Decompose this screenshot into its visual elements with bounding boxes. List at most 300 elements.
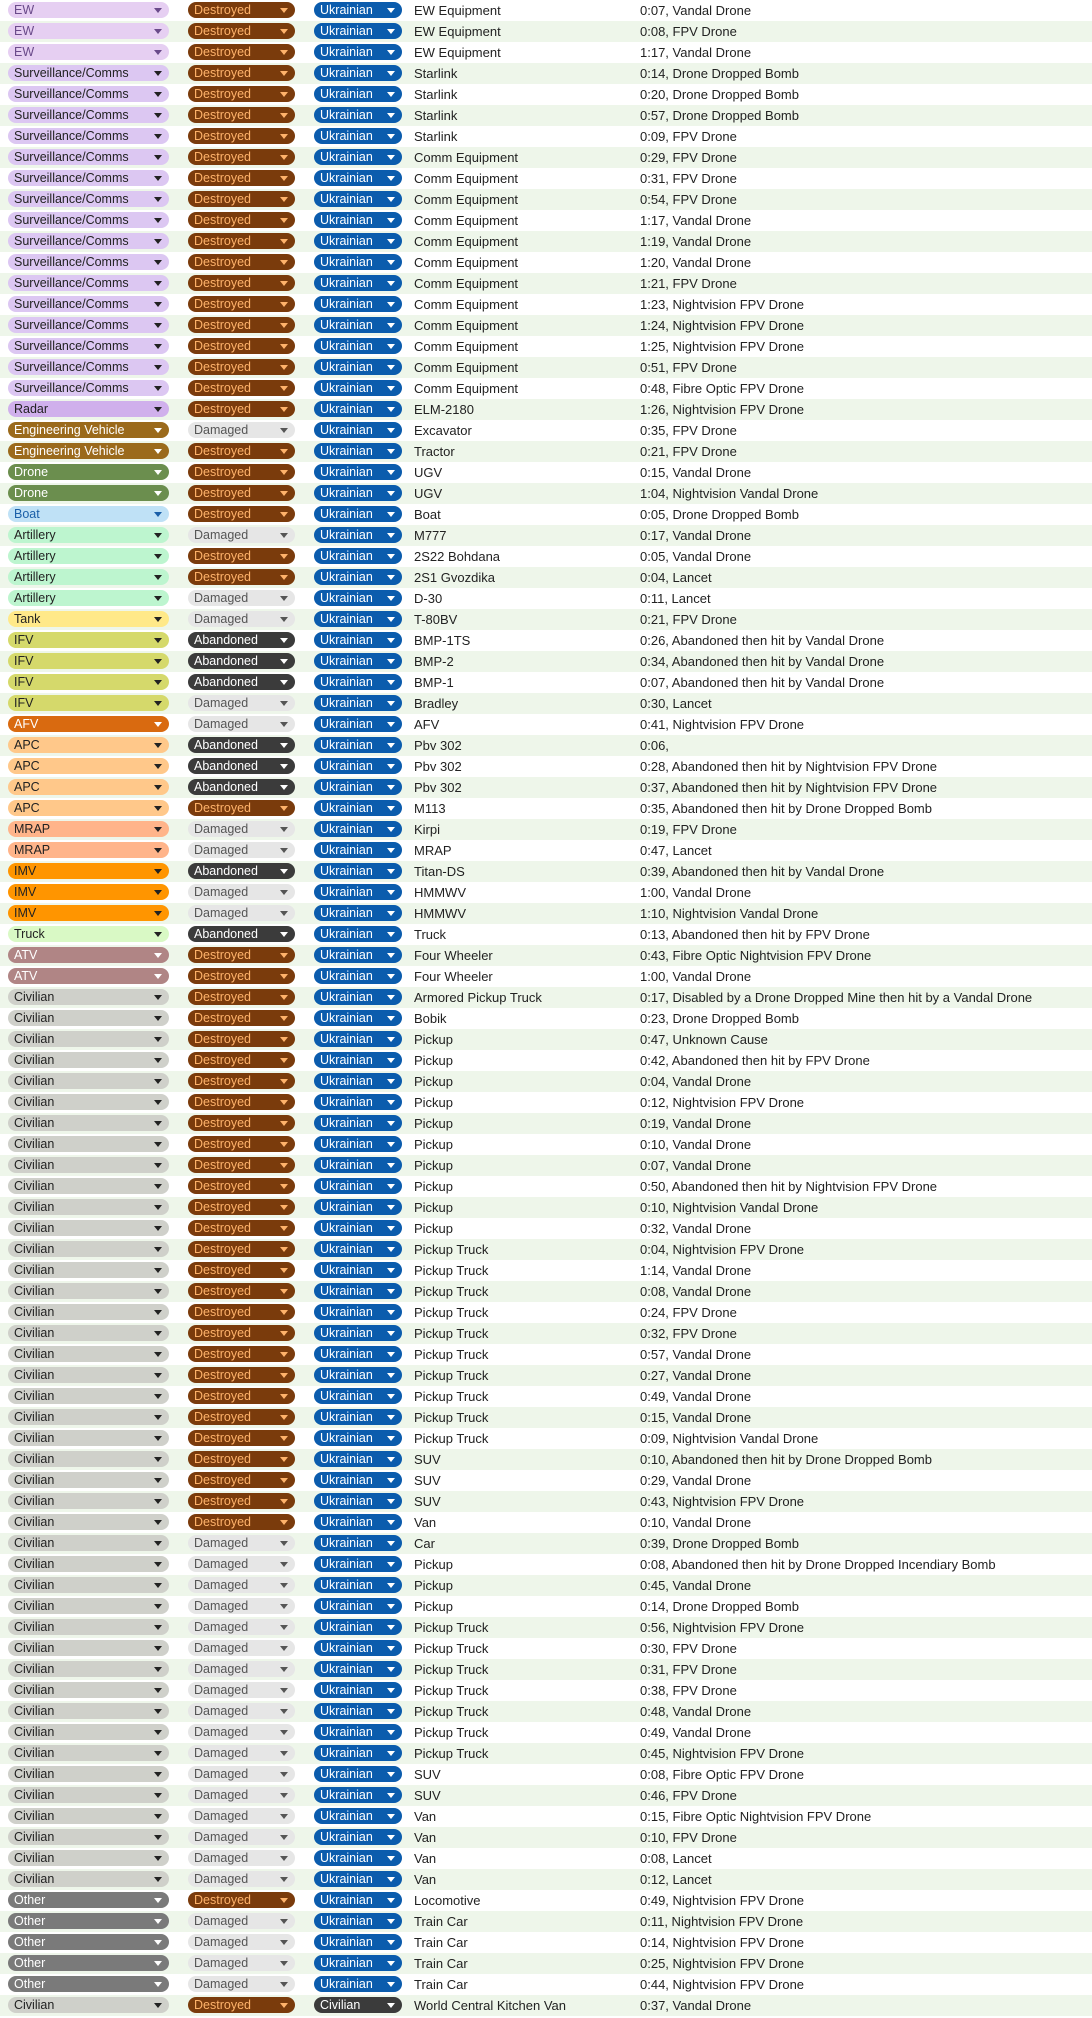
model-cell[interactable]: Pickup Truck (414, 1410, 489, 1425)
description-cell[interactable]: 0:31, FPV Drone (640, 171, 737, 186)
status-dropdown[interactable] (188, 1745, 295, 1761)
category-dropdown[interactable] (8, 1766, 169, 1782)
category-dropdown[interactable] (8, 1535, 169, 1551)
description-cell[interactable]: 0:56, Nightvision FPV Drone (640, 1620, 805, 1635)
category-dropdown[interactable] (8, 1136, 169, 1152)
category-dropdown[interactable] (8, 842, 169, 858)
description-cell[interactable]: 0:48, Vandal Drone (640, 1704, 752, 1719)
status-dropdown[interactable] (188, 1661, 295, 1677)
description-cell[interactable]: 0:14, Nightvision FPV Drone (640, 1935, 805, 1950)
model-cell[interactable]: Bobik (414, 1011, 447, 1026)
status-dropdown[interactable] (188, 464, 295, 480)
description-cell[interactable]: 0:14, Drone Dropped Bomb (640, 1599, 799, 1614)
status-dropdown[interactable] (188, 1619, 295, 1635)
description-cell[interactable]: 0:19, FPV Drone (640, 822, 737, 837)
model-cell[interactable]: Pickup Truck (414, 1284, 489, 1299)
owner-dropdown[interactable] (314, 590, 402, 606)
owner-dropdown[interactable] (314, 1997, 402, 2013)
status-dropdown[interactable] (188, 65, 295, 81)
model-cell[interactable]: Train Car (414, 1956, 468, 1971)
category-dropdown[interactable] (8, 1325, 169, 1341)
model-cell[interactable]: Pickup Truck (414, 1242, 489, 1257)
owner-dropdown[interactable] (314, 1787, 402, 1803)
model-cell[interactable]: Comm Equipment (414, 150, 519, 165)
model-cell[interactable]: Excavator (414, 423, 472, 438)
description-cell[interactable]: 0:15, Vandal Drone (640, 465, 752, 480)
owner-dropdown[interactable] (314, 422, 402, 438)
owner-dropdown[interactable] (314, 1409, 402, 1425)
model-cell[interactable]: MRAP (414, 843, 452, 858)
status-dropdown[interactable] (188, 1367, 295, 1383)
status-dropdown[interactable] (188, 821, 295, 837)
owner-dropdown[interactable] (314, 527, 402, 543)
category-dropdown[interactable] (8, 233, 169, 249)
model-cell[interactable]: Tractor (414, 444, 455, 459)
description-cell[interactable]: 0:35, Abandoned then hit by Drone Dropped Bomb (640, 801, 932, 816)
model-cell[interactable]: Pickup (414, 1179, 454, 1194)
owner-dropdown[interactable] (314, 1451, 402, 1467)
status-dropdown[interactable] (188, 149, 295, 165)
description-cell[interactable]: 0:27, Vandal Drone (640, 1368, 752, 1383)
description-cell[interactable]: 0:08, Vandal Drone (640, 1284, 752, 1299)
description-cell[interactable]: 0:15, Vandal Drone (640, 1410, 752, 1425)
description-cell[interactable]: 0:09, Nightvision Vandal Drone (640, 1431, 819, 1446)
owner-dropdown[interactable] (314, 1661, 402, 1677)
description-cell[interactable]: 0:37, Vandal Drone (640, 1998, 752, 2013)
model-cell[interactable]: Truck (414, 927, 447, 942)
status-dropdown[interactable] (188, 296, 295, 312)
category-dropdown[interactable] (8, 1850, 169, 1866)
description-cell[interactable]: 0:47, Lancet (640, 843, 712, 858)
model-cell[interactable]: Boat (414, 507, 441, 522)
status-dropdown[interactable] (188, 1304, 295, 1320)
status-dropdown[interactable] (188, 1409, 295, 1425)
owner-dropdown[interactable] (314, 800, 402, 816)
status-dropdown[interactable] (188, 968, 295, 984)
model-cell[interactable]: UGV (414, 486, 443, 501)
description-cell[interactable]: 0:08, Lancet (640, 1851, 712, 1866)
owner-dropdown[interactable] (314, 1514, 402, 1530)
status-dropdown[interactable] (188, 1262, 295, 1278)
model-cell[interactable]: 2S22 Bohdana (414, 549, 501, 564)
status-dropdown[interactable] (188, 926, 295, 942)
description-cell[interactable]: 0:08, FPV Drone (640, 24, 737, 39)
description-cell[interactable]: 0:11, Nightvision FPV Drone (640, 1914, 804, 1929)
category-dropdown[interactable] (8, 569, 169, 585)
model-cell[interactable]: Pickup Truck (414, 1620, 489, 1635)
category-dropdown[interactable] (8, 1724, 169, 1740)
model-cell[interactable]: Pickup Truck (414, 1389, 489, 1404)
model-cell[interactable]: Pickup Truck (414, 1263, 489, 1278)
category-dropdown[interactable] (8, 1031, 169, 1047)
status-dropdown[interactable] (188, 842, 295, 858)
owner-dropdown[interactable] (314, 968, 402, 984)
owner-dropdown[interactable] (314, 569, 402, 585)
category-dropdown[interactable] (8, 1199, 169, 1215)
category-dropdown[interactable] (8, 989, 169, 1005)
owner-dropdown[interactable] (314, 1094, 402, 1110)
model-cell[interactable]: Pickup (414, 1095, 454, 1110)
owner-dropdown[interactable] (314, 1934, 402, 1950)
owner-dropdown[interactable] (314, 317, 402, 333)
category-dropdown[interactable] (8, 926, 169, 942)
category-dropdown[interactable] (8, 1745, 169, 1761)
status-dropdown[interactable] (188, 1955, 295, 1971)
status-dropdown[interactable] (188, 191, 295, 207)
category-dropdown[interactable] (8, 653, 169, 669)
description-cell[interactable]: 0:44, Nightvision FPV Drone (640, 1977, 805, 1992)
status-dropdown[interactable] (188, 527, 295, 543)
owner-dropdown[interactable] (314, 1157, 402, 1173)
model-cell[interactable]: AFV (414, 717, 440, 732)
model-cell[interactable]: Van (414, 1851, 437, 1866)
owner-dropdown[interactable] (314, 1703, 402, 1719)
status-dropdown[interactable] (188, 1073, 295, 1089)
model-cell[interactable]: Bradley (414, 696, 459, 711)
description-cell[interactable]: 0:10, Abandoned then hit by Drone Dropped Bomb (640, 1452, 932, 1467)
status-dropdown[interactable] (188, 1157, 295, 1173)
description-cell[interactable]: 0:29, Vandal Drone (640, 1473, 752, 1488)
status-dropdown[interactable] (188, 1493, 295, 1509)
model-cell[interactable]: Pickup Truck (414, 1683, 489, 1698)
owner-dropdown[interactable] (314, 653, 402, 669)
owner-dropdown[interactable] (314, 296, 402, 312)
description-cell[interactable]: 0:47, Unknown Cause (640, 1032, 768, 1047)
description-cell[interactable]: 0:31, FPV Drone (640, 1662, 737, 1677)
owner-dropdown[interactable] (314, 1073, 402, 1089)
category-dropdown[interactable] (8, 107, 169, 123)
owner-dropdown[interactable] (314, 380, 402, 396)
owner-dropdown[interactable] (314, 737, 402, 753)
category-dropdown[interactable] (8, 1682, 169, 1698)
owner-dropdown[interactable] (314, 1325, 402, 1341)
category-dropdown[interactable] (8, 1913, 169, 1929)
model-cell[interactable]: M113 (414, 801, 446, 816)
category-dropdown[interactable] (8, 1577, 169, 1593)
description-cell[interactable]: 0:51, FPV Drone (640, 360, 737, 375)
status-dropdown[interactable] (188, 989, 295, 1005)
category-dropdown[interactable] (8, 632, 169, 648)
owner-dropdown[interactable] (314, 695, 402, 711)
model-cell[interactable]: Pbv 302 (414, 780, 462, 795)
status-dropdown[interactable] (188, 1703, 295, 1719)
model-cell[interactable]: EW Equipment (414, 3, 501, 18)
description-cell[interactable]: 0:13, Abandoned then hit by FPV Drone (640, 927, 870, 942)
owner-dropdown[interactable] (314, 926, 402, 942)
status-dropdown[interactable] (188, 800, 295, 816)
description-cell[interactable]: 0:23, Drone Dropped Bomb (640, 1011, 799, 1026)
category-dropdown[interactable] (8, 968, 169, 984)
category-dropdown[interactable] (8, 464, 169, 480)
category-dropdown[interactable] (8, 947, 169, 963)
status-dropdown[interactable] (188, 317, 295, 333)
description-cell[interactable]: 0:12, Nightvision FPV Drone (640, 1095, 805, 1110)
model-cell[interactable]: Armored Pickup Truck (414, 990, 542, 1005)
owner-dropdown[interactable] (314, 443, 402, 459)
owner-dropdown[interactable] (314, 1031, 402, 1047)
category-dropdown[interactable] (8, 1346, 169, 1362)
status-dropdown[interactable] (188, 1787, 295, 1803)
description-cell[interactable]: 0:05, Vandal Drone (640, 549, 752, 564)
description-cell[interactable]: 1:23, Nightvision FPV Drone (640, 297, 805, 312)
owner-dropdown[interactable] (314, 44, 402, 60)
status-dropdown[interactable] (188, 2, 295, 18)
category-dropdown[interactable] (8, 485, 169, 501)
description-cell[interactable]: 0:41, Nightvision FPV Drone (640, 717, 805, 732)
category-dropdown[interactable] (8, 254, 169, 270)
status-dropdown[interactable] (188, 716, 295, 732)
category-dropdown[interactable] (8, 884, 169, 900)
category-dropdown[interactable] (8, 863, 169, 879)
description-cell[interactable]: 0:37, Abandoned then hit by Nightvision FPV Drone (640, 780, 938, 795)
description-cell[interactable]: 1:04, Nightvision Vandal Drone (640, 486, 819, 501)
status-dropdown[interactable] (188, 128, 295, 144)
owner-dropdown[interactable] (314, 1976, 402, 1992)
model-cell[interactable]: Van (414, 1872, 437, 1887)
status-dropdown[interactable] (188, 1577, 295, 1593)
description-cell[interactable]: 0:17, Vandal Drone (640, 528, 752, 543)
description-cell[interactable]: 1:17, Vandal Drone (640, 213, 752, 228)
status-dropdown[interactable] (188, 275, 295, 291)
model-cell[interactable]: Comm Equipment (414, 276, 519, 291)
category-dropdown[interactable] (8, 1304, 169, 1320)
category-dropdown[interactable] (8, 905, 169, 921)
description-cell[interactable]: 1:17, Vandal Drone (640, 45, 752, 60)
status-dropdown[interactable] (188, 1430, 295, 1446)
model-cell[interactable]: Pickup (414, 1032, 454, 1047)
owner-dropdown[interactable] (314, 1619, 402, 1635)
status-dropdown[interactable] (188, 1283, 295, 1299)
owner-dropdown[interactable] (314, 1682, 402, 1698)
owner-dropdown[interactable] (314, 1493, 402, 1509)
model-cell[interactable]: Comm Equipment (414, 255, 519, 270)
description-cell[interactable]: 0:46, FPV Drone (640, 1788, 737, 1803)
model-cell[interactable]: Van (414, 1809, 437, 1824)
model-cell[interactable]: Comm Equipment (414, 192, 519, 207)
owner-dropdown[interactable] (314, 1367, 402, 1383)
model-cell[interactable]: Pickup Truck (414, 1305, 489, 1320)
model-cell[interactable]: SUV (414, 1788, 441, 1803)
description-cell[interactable]: 0:07, Vandal Drone (640, 1158, 752, 1173)
status-dropdown[interactable] (188, 737, 295, 753)
description-cell[interactable]: 1:00, Vandal Drone (640, 885, 752, 900)
description-cell[interactable]: 0:48, Fibre Optic FPV Drone (640, 381, 805, 396)
status-dropdown[interactable] (188, 1724, 295, 1740)
category-dropdown[interactable] (8, 716, 169, 732)
status-dropdown[interactable] (188, 1514, 295, 1530)
owner-dropdown[interactable] (314, 863, 402, 879)
model-cell[interactable]: Pickup (414, 1599, 454, 1614)
description-cell[interactable]: 1:20, Vandal Drone (640, 255, 752, 270)
status-dropdown[interactable] (188, 863, 295, 879)
owner-dropdown[interactable] (314, 779, 402, 795)
category-dropdown[interactable] (8, 170, 169, 186)
status-dropdown[interactable] (188, 1934, 295, 1950)
owner-dropdown[interactable] (314, 23, 402, 39)
owner-dropdown[interactable] (314, 1871, 402, 1887)
description-cell[interactable]: 0:32, Vandal Drone (640, 1221, 752, 1236)
status-dropdown[interactable] (188, 1598, 295, 1614)
description-cell[interactable]: 0:08, Abandoned then hit by Drone Dropped Incendiary Bomb (640, 1557, 996, 1572)
status-dropdown[interactable] (188, 1850, 295, 1866)
description-cell[interactable]: 0:30, FPV Drone (640, 1641, 737, 1656)
status-dropdown[interactable] (188, 1451, 295, 1467)
model-cell[interactable]: Four Wheeler (414, 948, 493, 963)
model-cell[interactable]: Train Car (414, 1935, 468, 1950)
status-dropdown[interactable] (188, 1556, 295, 1572)
status-dropdown[interactable] (188, 1031, 295, 1047)
category-dropdown[interactable] (8, 1598, 169, 1614)
owner-dropdown[interactable] (314, 1472, 402, 1488)
model-cell[interactable]: Train Car (414, 1977, 468, 1992)
owner-dropdown[interactable] (314, 1850, 402, 1866)
status-dropdown[interactable] (188, 674, 295, 690)
description-cell[interactable]: 0:39, Abandoned then hit by Vandal Drone (640, 864, 885, 879)
owner-dropdown[interactable] (314, 1829, 402, 1845)
category-dropdown[interactable] (8, 128, 169, 144)
description-cell[interactable]: 1:19, Vandal Drone (640, 234, 752, 249)
owner-dropdown[interactable] (314, 401, 402, 417)
status-dropdown[interactable] (188, 695, 295, 711)
description-cell[interactable]: 0:42, Abandoned then hit by FPV Drone (640, 1053, 870, 1068)
status-dropdown[interactable] (188, 548, 295, 564)
description-cell[interactable]: 0:14, Drone Dropped Bomb (640, 66, 799, 81)
model-cell[interactable]: Pickup Truck (414, 1725, 489, 1740)
description-cell[interactable]: 0:10, FPV Drone (640, 1830, 737, 1845)
category-dropdown[interactable] (8, 359, 169, 375)
model-cell[interactable]: HMMWV (414, 885, 466, 900)
owner-dropdown[interactable] (314, 842, 402, 858)
model-cell[interactable]: Pickup (414, 1578, 454, 1593)
model-cell[interactable]: Starlink (414, 66, 458, 81)
owner-dropdown[interactable] (314, 464, 402, 480)
status-dropdown[interactable] (188, 1325, 295, 1341)
description-cell[interactable]: 0:07, Abandoned then hit by Vandal Drone (640, 675, 885, 690)
owner-dropdown[interactable] (314, 275, 402, 291)
model-cell[interactable]: Pickup Truck (414, 1746, 489, 1761)
description-cell[interactable]: 0:38, FPV Drone (640, 1683, 737, 1698)
status-dropdown[interactable] (188, 422, 295, 438)
category-dropdown[interactable] (8, 275, 169, 291)
description-cell[interactable]: 0:15, Fibre Optic Nightvision FPV Drone (640, 1809, 872, 1824)
status-dropdown[interactable] (188, 506, 295, 522)
model-cell[interactable]: Pbv 302 (414, 759, 462, 774)
status-dropdown[interactable] (188, 1178, 295, 1194)
category-dropdown[interactable] (8, 1514, 169, 1530)
category-dropdown[interactable] (8, 317, 169, 333)
category-dropdown[interactable] (8, 1052, 169, 1068)
owner-dropdown[interactable] (314, 485, 402, 501)
status-dropdown[interactable] (188, 758, 295, 774)
model-cell[interactable]: EW Equipment (414, 45, 501, 60)
category-dropdown[interactable] (8, 527, 169, 543)
category-dropdown[interactable] (8, 758, 169, 774)
owner-dropdown[interactable] (314, 1052, 402, 1068)
category-dropdown[interactable] (8, 1640, 169, 1656)
status-dropdown[interactable] (188, 401, 295, 417)
description-cell[interactable]: 0:57, Drone Dropped Bomb (640, 108, 799, 123)
category-dropdown[interactable] (8, 1871, 169, 1887)
category-dropdown[interactable] (8, 1073, 169, 1089)
owner-dropdown[interactable] (314, 359, 402, 375)
status-dropdown[interactable] (188, 1115, 295, 1131)
owner-dropdown[interactable] (314, 128, 402, 144)
status-dropdown[interactable] (188, 779, 295, 795)
model-cell[interactable]: M777 (414, 528, 447, 543)
category-dropdown[interactable] (8, 1220, 169, 1236)
category-dropdown[interactable] (8, 1367, 169, 1383)
description-cell[interactable]: 1:00, Vandal Drone (640, 969, 752, 984)
model-cell[interactable]: Pickup (414, 1158, 454, 1173)
status-dropdown[interactable] (188, 380, 295, 396)
description-cell[interactable]: 1:25, Nightvision FPV Drone (640, 339, 805, 354)
model-cell[interactable]: Pickup Truck (414, 1662, 489, 1677)
owner-dropdown[interactable] (314, 1199, 402, 1215)
category-dropdown[interactable] (8, 1409, 169, 1425)
status-dropdown[interactable] (188, 1094, 295, 1110)
model-cell[interactable]: Van (414, 1830, 437, 1845)
owner-dropdown[interactable] (314, 947, 402, 963)
owner-dropdown[interactable] (314, 191, 402, 207)
status-dropdown[interactable] (188, 905, 295, 921)
status-dropdown[interactable] (188, 254, 295, 270)
category-dropdown[interactable] (8, 695, 169, 711)
owner-dropdown[interactable] (314, 1262, 402, 1278)
owner-dropdown[interactable] (314, 1136, 402, 1152)
status-dropdown[interactable] (188, 947, 295, 963)
model-cell[interactable]: D-30 (414, 591, 443, 606)
status-dropdown[interactable] (188, 1052, 295, 1068)
model-cell[interactable]: Comm Equipment (414, 381, 519, 396)
model-cell[interactable]: Train Car (414, 1914, 468, 1929)
model-cell[interactable]: Pickup (414, 1116, 454, 1131)
category-dropdown[interactable] (8, 23, 169, 39)
category-dropdown[interactable] (8, 443, 169, 459)
description-cell[interactable]: 0:50, Abandoned then hit by Nightvision FPV Drone (640, 1179, 938, 1194)
owner-dropdown[interactable] (314, 233, 402, 249)
category-dropdown[interactable] (8, 590, 169, 606)
owner-dropdown[interactable] (314, 884, 402, 900)
category-dropdown[interactable] (8, 380, 169, 396)
category-dropdown[interactable] (8, 1976, 169, 1992)
owner-dropdown[interactable] (314, 632, 402, 648)
owner-dropdown[interactable] (314, 989, 402, 1005)
owner-dropdown[interactable] (314, 1955, 402, 1971)
model-cell[interactable]: HMMWV (414, 906, 466, 921)
owner-dropdown[interactable] (314, 1577, 402, 1593)
owner-dropdown[interactable] (314, 758, 402, 774)
description-cell[interactable]: 0:12, Lancet (640, 1872, 712, 1887)
description-cell[interactable]: 0:49, Vandal Drone (640, 1725, 752, 1740)
category-dropdown[interactable] (8, 1934, 169, 1950)
description-cell[interactable]: 0:49, Nightvision FPV Drone (640, 1893, 805, 1908)
status-dropdown[interactable] (188, 1997, 295, 2013)
category-dropdown[interactable] (8, 1157, 169, 1173)
category-dropdown[interactable] (8, 1493, 169, 1509)
description-cell[interactable]: 0:45, Nightvision FPV Drone (640, 1746, 805, 1761)
category-dropdown[interactable] (8, 674, 169, 690)
model-cell[interactable]: Starlink (414, 87, 458, 102)
description-cell[interactable]: 0:09, FPV Drone (640, 129, 737, 144)
owner-dropdown[interactable] (314, 821, 402, 837)
model-cell[interactable]: Pickup Truck (414, 1704, 489, 1719)
model-cell[interactable]: Comm Equipment (414, 360, 519, 375)
description-cell[interactable]: 0:07, Vandal Drone (640, 3, 752, 18)
model-cell[interactable]: Pickup (414, 1221, 454, 1236)
description-cell[interactable]: 0:06, (640, 738, 669, 753)
owner-dropdown[interactable] (314, 1241, 402, 1257)
category-dropdown[interactable] (8, 1955, 169, 1971)
